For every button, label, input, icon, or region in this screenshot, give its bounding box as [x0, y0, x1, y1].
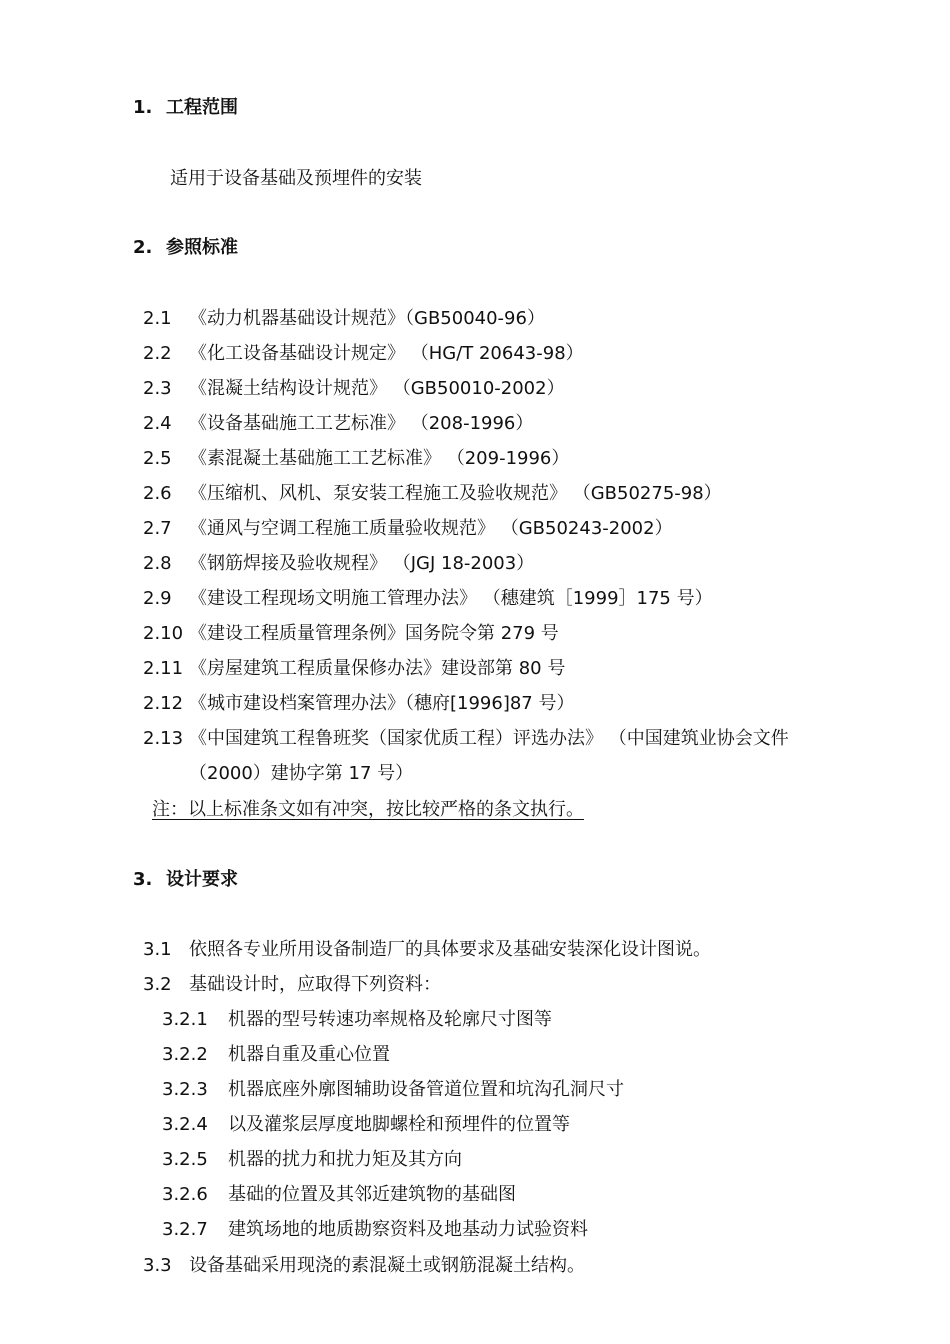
subitem-text: 建筑场地的地质勘察资料及地基动力试验资料 — [228, 1219, 588, 1240]
subitem-number: 3.2.5 — [162, 1149, 208, 1170]
reference-item — [143, 727, 789, 751]
requirement-subitem — [162, 1008, 552, 1032]
section-1-text: 适用于设备基础及预埋件的安装 — [170, 168, 422, 189]
item-number: 2.3 — [143, 378, 172, 399]
item-text: 《通风与空调工程施工质量验收规范》 （GB50243-2002） — [189, 518, 673, 539]
item-text: 《建设工程现场文明施工管理办法》 （穗建筑［1999］175 号） — [189, 588, 713, 609]
section-2-heading — [133, 236, 238, 260]
item-number: 2.7 — [143, 518, 172, 539]
section-number: 2. — [133, 237, 153, 258]
section-number: 1. — [133, 97, 153, 118]
reference-item — [143, 307, 545, 331]
item-number: 2.13 — [143, 728, 184, 749]
reference-item-continuation: （2000）建协字第 17 号） — [189, 763, 414, 784]
requirement-subitem — [162, 1148, 462, 1172]
item-number: 2.2 — [143, 343, 172, 364]
subitem-text: 以及灌浆层厚度地脚螺栓和预埋件的位置等 — [228, 1114, 570, 1135]
subitem-number: 3.2.6 — [162, 1184, 208, 1205]
reference-item — [143, 622, 559, 646]
item-text: 《设备基础施工工艺标准》 （208-1996） — [189, 413, 534, 434]
item-number: 2.1 — [143, 308, 172, 329]
requirement-subitem — [162, 1183, 516, 1207]
section-1-heading — [133, 96, 238, 120]
item-text: 依照各专业所用设备制造厂的具体要求及基础安装深化设计图说。 — [189, 939, 711, 960]
subitem-number: 3.2.3 — [162, 1079, 208, 1100]
reference-item — [143, 342, 584, 366]
reference-item — [143, 412, 533, 436]
item-text: 《化工设备基础设计规定》 （HG/T 20643-98） — [189, 343, 584, 364]
item-text: 《建设工程质量管理条例》国务院令第 279 号 — [189, 623, 559, 644]
requirement-item — [143, 938, 711, 962]
subitem-number: 3.2.1 — [162, 1009, 208, 1030]
subitem-number: 3.2.2 — [162, 1044, 208, 1065]
item-number: 2.4 — [143, 413, 172, 434]
reference-item — [143, 482, 722, 506]
requirement-subitem — [162, 1218, 588, 1242]
item-text: 基础设计时，应取得下列资料： — [189, 974, 441, 995]
section-3-heading — [133, 868, 238, 892]
item-number: 2.10 — [143, 623, 184, 644]
reference-item — [143, 552, 534, 576]
requirement-subitem — [162, 1113, 570, 1137]
item-number: 2.5 — [143, 448, 172, 469]
section-title: 参照标准 — [166, 237, 238, 258]
requirement-subitem — [162, 1078, 624, 1102]
item-number: 3.3 — [143, 1255, 172, 1276]
reference-item — [143, 587, 713, 611]
subitem-text: 机器自重及重心位置 — [228, 1044, 390, 1065]
item-number: 2.8 — [143, 553, 172, 574]
standards-note: 注：以上标准条文如有冲突，按比较严格的条文执行。 — [152, 799, 584, 820]
requirement-item — [143, 1254, 585, 1278]
item-text: 《动力机器基础设计规范》（GB50040-96） — [189, 308, 545, 329]
section-title: 设计要求 — [166, 869, 238, 890]
section-title: 工程范围 — [166, 97, 238, 118]
subitem-text: 机器底座外廓图辅助设备管道位置和坑沟孔洞尺寸 — [228, 1079, 624, 1100]
item-text: 《中国建筑工程鲁班奖（国家优质工程）评选办法》 （中国建筑业协会文件 — [189, 728, 789, 749]
subitem-text: 机器的型号转速功率规格及轮廓尺寸图等 — [228, 1009, 552, 1030]
subitem-number: 3.2.4 — [162, 1114, 208, 1135]
item-number: 2.12 — [143, 693, 184, 714]
reference-item — [143, 447, 569, 471]
reference-item — [143, 517, 673, 541]
item-text: 《城市建设档案管理办法》（穗府[1996]87 号） — [189, 693, 575, 714]
item-text: 《钢筋焊接及验收规程》 （JGJ 18-2003） — [189, 553, 535, 574]
item-text: 《素混凝土基础施工工艺标准》 （209-1996） — [189, 448, 570, 469]
requirement-subitem — [162, 1043, 390, 1067]
item-text: 《房屋建筑工程质量保修办法》建设部第 80 号 — [189, 658, 566, 679]
item-text: 《混凝土结构设计规范》 （GB50010-2002） — [189, 378, 565, 399]
item-number: 2.6 — [143, 483, 172, 504]
item-text: 设备基础采用现浇的素混凝土或钢筋混凝土结构。 — [189, 1255, 585, 1276]
reference-item — [143, 377, 565, 401]
subitem-text: 基础的位置及其邻近建筑物的基础图 — [228, 1184, 516, 1205]
item-number: 3.1 — [143, 939, 172, 960]
reference-item — [143, 657, 565, 681]
item-number: 3.2 — [143, 974, 172, 995]
reference-item — [143, 692, 574, 716]
item-number: 2.11 — [143, 658, 184, 679]
item-text: 《压缩机、风机、泵安装工程施工及验收规范》 （GB50275-98） — [189, 483, 722, 504]
item-number: 2.9 — [143, 588, 172, 609]
section-number: 3. — [133, 869, 153, 890]
requirement-item — [143, 973, 441, 997]
subitem-number: 3.2.7 — [162, 1219, 208, 1240]
subitem-text: 机器的扰力和扰力矩及其方向 — [228, 1149, 462, 1170]
